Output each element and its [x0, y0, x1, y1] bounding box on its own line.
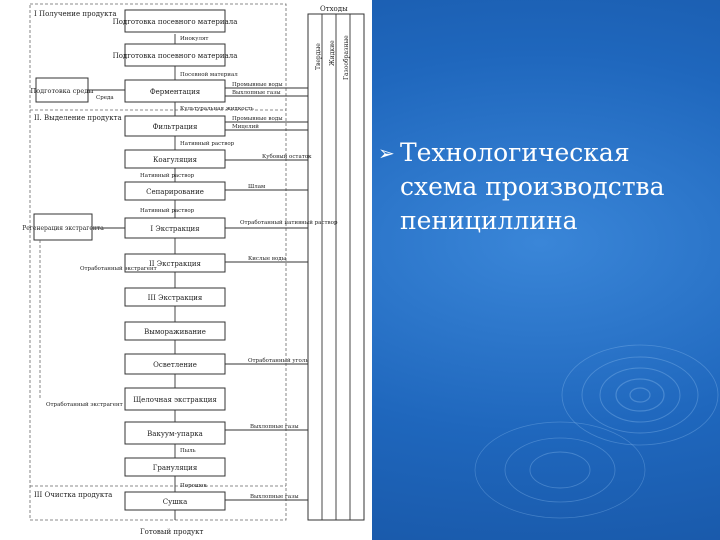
arrow-bullet-icon: ➢ — [378, 141, 395, 165]
waste-column-gas: Газообразные — [343, 35, 350, 80]
box-prep-seed-2-label: Подготовка посевного материала — [112, 52, 238, 60]
flow-label-spent-extractant-1: Отработанный экстрагент — [80, 266, 157, 272]
box-extraction-2-label: II Экстракция — [149, 260, 201, 268]
waste-label-exhaust-3: Выхлопные газы — [250, 494, 299, 500]
waste-label-exhaust-1: Выхлопные газы — [232, 90, 281, 96]
box-coagulation-label: Коагуляция — [152, 156, 198, 164]
box-extraction-3-label: III Экстракция — [147, 294, 203, 302]
flow-label-dust: Пыль — [180, 448, 196, 454]
waste-label-still-residue: Кубовый остаток — [262, 154, 312, 160]
box-clarification-label: Осветление — [153, 361, 197, 369]
slide-title-block — [378, 136, 708, 238]
box-drying-label: Сушка — [162, 498, 188, 506]
waste-label-wash-water-1: Промывные воды — [232, 82, 283, 88]
flow-label-medium: Среда — [96, 95, 114, 101]
stage-label-3: III Очистка продукта — [34, 491, 113, 499]
flow-label-inoculum: Инокулят — [180, 36, 209, 42]
waste-label-spent-carbon: Отработанный уголь — [248, 358, 309, 364]
stage-label-2: II. Выделение продукта — [34, 114, 122, 122]
stage-label-1: I Получение продукта — [34, 10, 117, 18]
waste-column-liquid: Жидкие — [329, 40, 336, 66]
flow-label-powder: Порошок — [180, 483, 207, 489]
waste-label-exhaust-2: Выхлопные газы — [250, 424, 299, 430]
flow-label-culture-liquid: Культуральная жидкость — [180, 106, 254, 112]
waste-column-solid: Твердые — [315, 43, 322, 70]
waste-label-sludge: Шлам — [248, 184, 266, 190]
box-granulation-label: Грануляция — [152, 464, 198, 472]
box-extractant-regeneration-label: Регенерация экстрагента — [22, 225, 104, 232]
box-separation-label: Сепарирование — [146, 188, 204, 196]
box-vacuum-evaporation-label: Вакуум-упарка — [147, 430, 203, 438]
box-prep-seed-1-label: Подготовка посевного материала — [112, 18, 238, 26]
box-freezing-label: Вымораживание — [144, 328, 206, 336]
box-filtration-label: Фильтрация — [152, 123, 198, 131]
waste-label-acid-water: Кислые воды — [248, 256, 287, 262]
box-fermentation-label: Ферментация — [149, 88, 201, 96]
main-boxes — [113, 10, 238, 510]
flow-label-native-3: Нативный раствор — [140, 208, 195, 214]
flow-label-native-1: Нативный раствор — [180, 141, 235, 147]
waste-label-wash-water-2: Промывные воды — [232, 116, 283, 122]
flow-label-spent-extractant-2: Отработанный экстрагент — [46, 402, 123, 408]
box-extraction-1-label: I Экстракция — [150, 225, 200, 233]
waste-label-mycelium: Мицелий — [232, 124, 259, 130]
slide-title: Технологическая схема производства пенициллина — [400, 138, 665, 235]
box-media-prep-label: Подготовка среды — [30, 87, 94, 95]
waste-label-spent-native: Отработанный нативный раствор — [240, 220, 338, 226]
box-alkaline-extraction-label: Щелочная экстракция — [133, 396, 217, 404]
flow-label-native-2: Нативный раствор — [140, 173, 195, 179]
flow-label-seed-material: Посевной материал — [180, 72, 238, 78]
flow-label-final-product: Готовый продукт — [140, 528, 204, 536]
waste-header: Отходы — [320, 5, 348, 13]
